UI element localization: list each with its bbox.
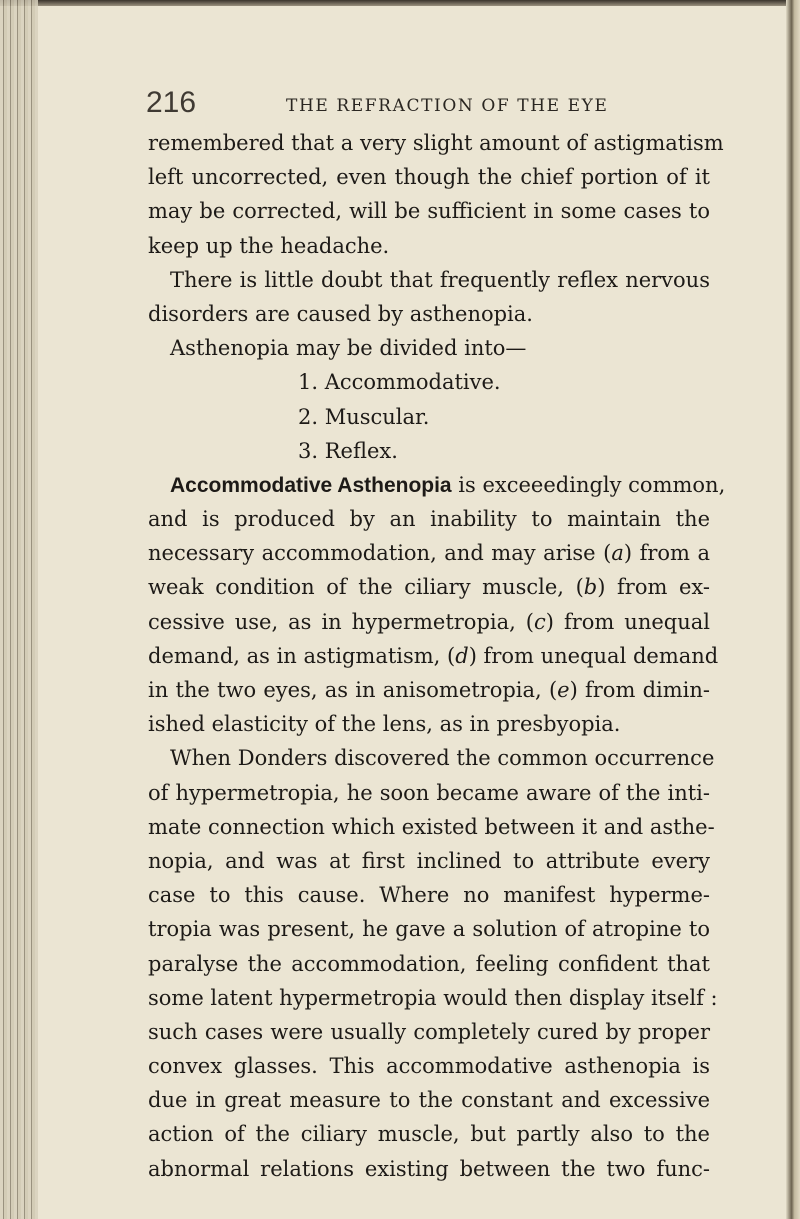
text-line (148, 536, 710, 570)
text-line: nopia, and was at first inclined to attribute every (148, 848, 710, 873)
page-number: 216 (146, 86, 197, 119)
page-top-edge (0, 0, 800, 6)
text-line: of hypermetropia, he soon became aware of the inti- (148, 780, 710, 805)
text-line: and is produced by an inability to maintain the (148, 507, 710, 532)
text-line (148, 639, 719, 673)
text-line (148, 570, 710, 604)
italic-letter: d (455, 643, 469, 668)
text-line: left uncorrected, even though the chief portion of it (148, 165, 710, 190)
running-head (146, 86, 706, 126)
text-line: may be corrected, will be sufficient in some cases to (148, 199, 710, 224)
text-line: convex glasses. This accommodative asthenopia is (148, 1054, 710, 1079)
text-fragment: is exceeedingly common, (451, 472, 726, 497)
text-line (148, 468, 726, 502)
text-line: due in great measure to the constant and excessive (148, 1088, 710, 1113)
text-line: such cases were usually completely cured by proper (148, 1019, 710, 1044)
list-item: 2. Muscular. (298, 404, 430, 429)
text-fragment: ) from a (623, 541, 710, 566)
text-fragment: ) from ex- (597, 575, 710, 600)
italic-letter: b (583, 575, 598, 600)
book-gutter-edge (0, 0, 38, 1219)
text-line: ished elasticity of the lens, as in presbyopia. (148, 712, 621, 737)
list-item: 1. Accommodative. (298, 370, 501, 395)
text-fragment: ) from unequal (545, 609, 710, 634)
text-fragment: ) from unequal demand (468, 643, 719, 668)
page-right-edge (786, 0, 800, 1219)
section-heading: Accommodative Asthenopia (170, 473, 452, 497)
text-line: case to this cause. Where no manifest hyperme- (148, 883, 710, 908)
text-line (148, 673, 710, 707)
text-fragment: necessary accommodation, and may arise ( (148, 541, 612, 566)
text-line: tropia was present, he gave a solution of atropine to (148, 917, 710, 942)
text-fragment: cessive use, as in hypermetropia, ( (148, 609, 534, 634)
text-line: abnormal relations existing between the two func- (148, 1156, 710, 1181)
italic-letter: e (557, 678, 570, 702)
text-line: remembered that a very slight amount of astigmatism (148, 131, 724, 155)
list-item: 3. Reflex. (298, 438, 398, 463)
text-line: mate connection which existed between it and asthe- (148, 814, 715, 839)
text-fragment: ) from dimin- (569, 678, 710, 702)
body-text (148, 126, 726, 1186)
italic-letter: c (533, 609, 546, 634)
text-line: disorders are caused by asthenopia. (148, 301, 533, 326)
text-fragment: weak condition of the ciliary muscle, ( (148, 575, 584, 600)
text-line: action of the ciliary muscle, but partly also to the (148, 1122, 710, 1147)
text-fragment: in the two eyes, as in anisometropia, ( (148, 678, 558, 702)
text-line: When Donders discovered the common occurrence (170, 746, 715, 771)
italic-letter: a (611, 541, 624, 566)
text-line: There is little doubt that frequently reflex nervous (170, 267, 710, 292)
text-line: some latent hypermetropia would then display itself : (148, 985, 718, 1010)
text-fragment: demand, as in astigmatism, ( (148, 643, 456, 668)
running-title: THE REFRACTION OF THE EYE (286, 96, 609, 116)
text-line: keep up the headache. (148, 233, 390, 258)
text-line: paralyse the accommodation, feeling confident that (148, 951, 710, 976)
text-line: Asthenopia may be divided into— (170, 336, 527, 361)
text-line (148, 605, 710, 639)
